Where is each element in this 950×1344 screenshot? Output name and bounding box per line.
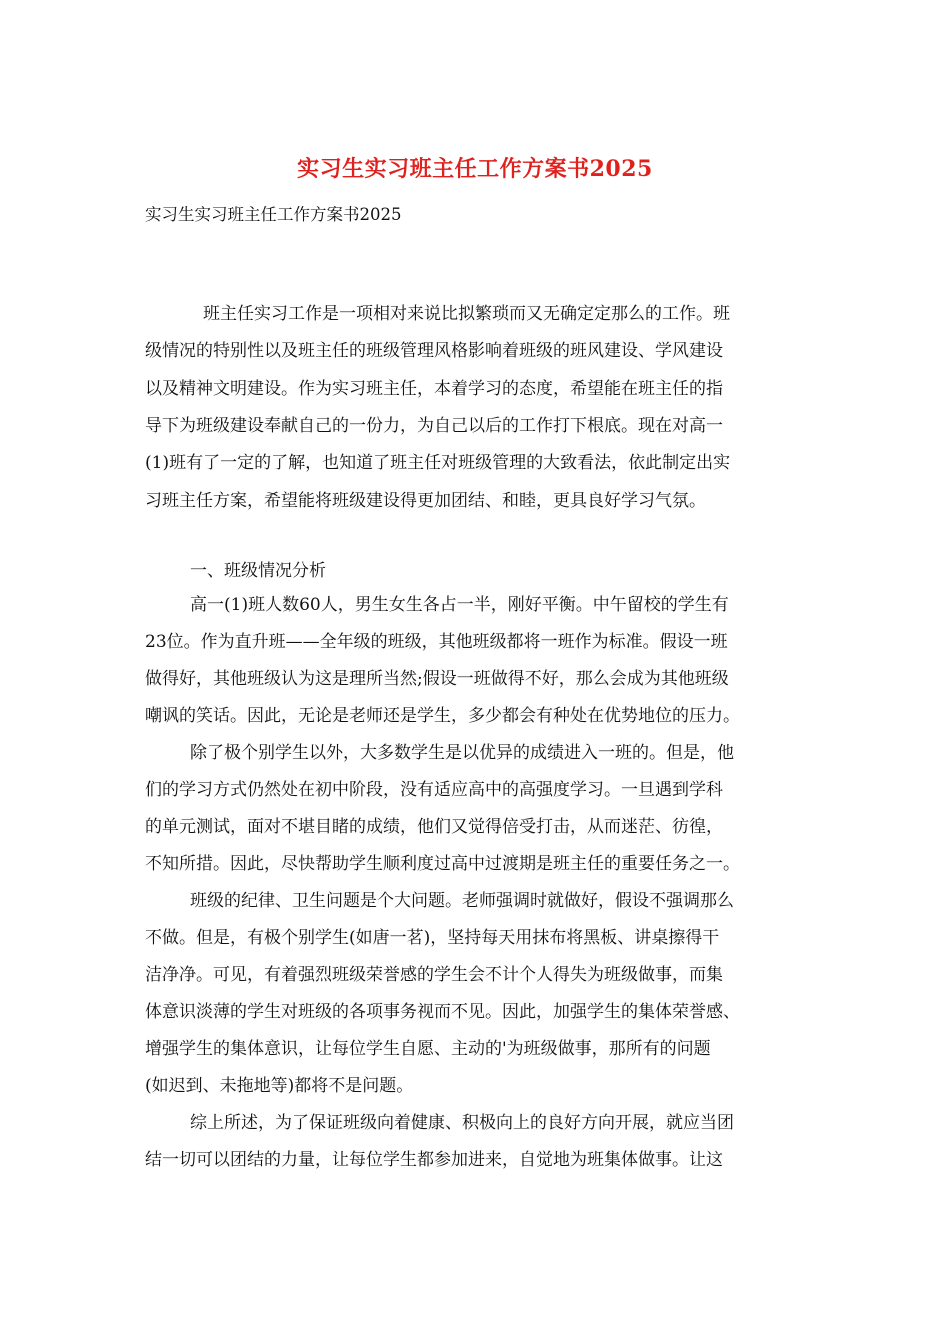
body-line: 高一(1)班人数60人，男生女生各占一半，刚好平衡。中午留校的学生有 xyxy=(190,595,729,615)
body-line: 23位。作为直升班——全年级的班级，其他班级都将一班作为标准。假设一班 xyxy=(145,632,728,652)
body-line: 做得好，其他班级认为这是理所当然;假设一班做得不好，那么会成为其他班级 xyxy=(145,669,729,689)
document-title: 实习生实习班主任工作方案书2025 xyxy=(297,156,653,182)
document-subtitle: 实习生实习班主任工作方案书2025 xyxy=(145,205,402,224)
body-line: 嘲讽的笑话。因此，无论是老师还是学生，多少都会有种处在优势地位的压力。 xyxy=(145,706,740,726)
body-line: 以及精神文明建设。作为实习班主任，本着学习的态度，希望能在班主任的指 xyxy=(145,379,723,399)
body-line: 体意识淡薄的学生对班级的各项事务视而不见。因此，加强学生的集体荣誉感、 xyxy=(145,1002,740,1022)
body-line: 洁净净。可见，有着强烈班级荣誉感的学生会不计个人得失为班级做事，而集 xyxy=(145,965,723,985)
body-line: 的单元测试，面对不堪目睹的成绩，他们又觉得倍受打击，从而迷茫、彷徨， xyxy=(145,817,723,837)
body-line: 不做。但是，有极个别学生(如唐一茗)，坚持每天用抹布将黑板、讲桌擦得干 xyxy=(145,928,720,948)
body-line: (1)班有了一定的了解，也知道了班主任对班级管理的大致看法，依此制定出实 xyxy=(145,453,731,473)
section-heading: 一、班级情况分析 xyxy=(190,561,326,581)
body-line: 级情况的特别性以及班主任的班级管理风格影响着班级的班风建设、学风建设 xyxy=(145,341,723,361)
body-line: 班主任实习工作是一项相对来说比拟繁琐而又无确定定那么的工作。班 xyxy=(203,304,730,324)
body-line: 增强学生的集体意识，让每位学生自愿、主动的'为班级做事，那所有的问题 xyxy=(145,1039,711,1059)
body-line: 不知所措。因此，尽快帮助学生顺利度过高中过渡期是班主任的重要任务之一。 xyxy=(145,854,740,874)
body-line: 习班主任方案，希望能将班级建设得更加团结、和睦，更具良好学习气氛。 xyxy=(145,491,706,511)
body-line: 导下为班级建设奉献自己的一份力，为自己以后的工作打下根底。现在对高一 xyxy=(145,416,723,436)
body-line: 除了极个别学生以外，大多数学生是以优异的成绩进入一班的。但是，他 xyxy=(190,743,734,763)
body-line: 们的学习方式仍然处在初中阶段，没有适应高中的高强度学习。一旦遇到学科 xyxy=(145,780,723,800)
body-line: 综上所述，为了保证班级向着健康、积极向上的良好方向开展，就应当团 xyxy=(190,1113,734,1133)
body-line: 班级的纪律、卫生问题是个大问题。老师强调时就做好，假设不强调那么 xyxy=(190,891,734,911)
body-line: 结一切可以团结的力量，让每位学生都参加进来，自觉地为班集体做事。让这 xyxy=(145,1150,723,1170)
body-line: (如迟到、未拖地等)都将不是问题。 xyxy=(145,1076,414,1096)
